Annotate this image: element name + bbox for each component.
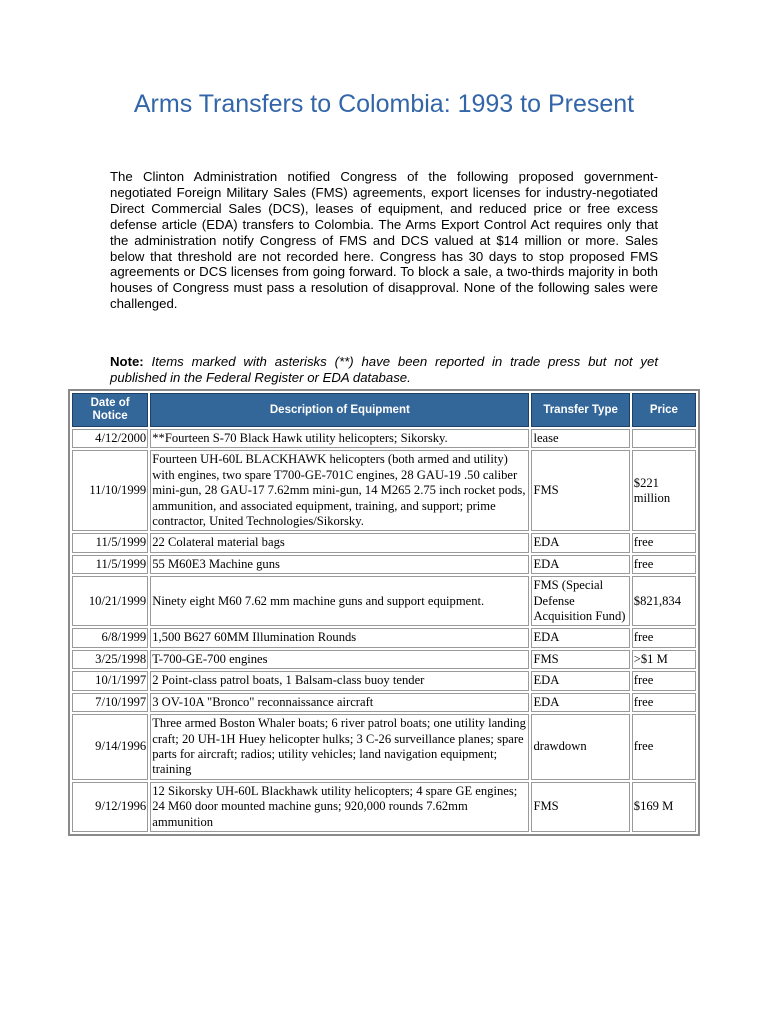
row-price bbox=[632, 429, 696, 448]
table-row bbox=[72, 576, 696, 626]
row-price: $821,834 bbox=[632, 576, 696, 626]
row-transfer-type: FMS (Special Defense Acquisition Fund) bbox=[531, 576, 629, 626]
row-description: 12 Sikorsky UH-60L Blackhawk utility helicopters; 4 spare GE engines; 24 M60 door mounted machine guns; 920,000 rounds 7.62mm ammunition bbox=[150, 782, 529, 832]
note-paragraph bbox=[110, 354, 658, 386]
row-description: Three armed Boston Whaler boats; 6 river patrol boats; one utility landing craft; 20 UH-1H Huey helicopter hulks; 3 C-26 surveillance planes; spare parts for aircraft; radios; utility vehicles; land navigation equipment; training bbox=[150, 714, 529, 780]
table-row bbox=[72, 650, 696, 669]
row-description: Ninety eight M60 7.62 mm machine guns and support equipment. bbox=[150, 576, 529, 626]
row-date: 4/12/2000 bbox=[72, 429, 148, 448]
row-date: 9/12/1996 bbox=[72, 782, 148, 832]
table-row bbox=[72, 533, 696, 552]
note-text: Items marked with asterisks (**) have been reported in trade press but not yet published in the Federal Register or EDA database. bbox=[110, 354, 658, 385]
row-date: 3/25/1998 bbox=[72, 650, 148, 669]
row-description: **Fourteen S-70 Black Hawk utility helicopters; Sikorsky. bbox=[150, 429, 529, 448]
table-row bbox=[72, 714, 696, 780]
row-price: free bbox=[632, 628, 696, 647]
row-transfer-type: drawdown bbox=[531, 714, 629, 780]
row-description: Fourteen UH-60L BLACKHAWK helicopters (both armed and utility) with engines, two spare T700-GE-701C engines, 28 GAU-19 .50 caliber mini-gun, 28 GAU-17 7.62mm mini-gun, 14 M265 2.75 inch rocket pods, ammunition, and associated equipment, training, and support; prime contractor, United Technologies/Sikorsky. bbox=[150, 450, 529, 531]
row-transfer-type: EDA bbox=[531, 693, 629, 712]
table-row bbox=[72, 693, 696, 712]
row-description: 1,500 B627 60MM Illumination Rounds bbox=[150, 628, 529, 647]
row-description: 22 Colateral material bags bbox=[150, 533, 529, 552]
row-transfer-type: FMS bbox=[531, 450, 629, 531]
table-row bbox=[72, 429, 696, 448]
row-date: 10/21/1999 bbox=[72, 576, 148, 626]
row-date: 11/5/1999 bbox=[72, 533, 148, 552]
header-price: Price bbox=[632, 393, 696, 427]
row-description: T-700-GE-700 engines bbox=[150, 650, 529, 669]
row-price: >$1 M bbox=[632, 650, 696, 669]
table-row bbox=[72, 555, 696, 574]
row-price: free bbox=[632, 533, 696, 552]
row-date: 11/5/1999 bbox=[72, 555, 148, 574]
header-description: Description of Equipment bbox=[150, 393, 529, 427]
row-transfer-type: FMS bbox=[531, 650, 629, 669]
row-transfer-type: lease bbox=[531, 429, 629, 448]
row-transfer-type: EDA bbox=[531, 533, 629, 552]
row-price: free bbox=[632, 555, 696, 574]
row-transfer-type: EDA bbox=[531, 555, 629, 574]
row-date: 10/1/1997 bbox=[72, 671, 148, 690]
row-price: free bbox=[632, 693, 696, 712]
row-date: 9/14/1996 bbox=[72, 714, 148, 780]
intro-paragraph: The Clinton Administration notified Congress of the following proposed government-negotiated Foreign Military Sales (FMS) agreements, export licenses for industry-negotiated Direct Commercial Sales (DCS), leases of equipment, and reduced price or free excess defense article (EDA) transfers to Colombia. The Arms Export Control Act requires only that the administration notify Congress of FMS and DCS valued at $14 million or more. Sales below that threshold are not recorded here. Congress has 30 days to stop proposed FMS agreements or DCS licenses from going forward. To block a sale, a two-thirds majority in both houses of Congress must pass a resolution of disapproval. None of the following sales were challenged. bbox=[110, 169, 658, 312]
header-date: Date of Notice bbox=[72, 393, 148, 427]
row-transfer-type: EDA bbox=[531, 628, 629, 647]
row-price: $221 million bbox=[632, 450, 696, 531]
row-description: 3 OV-10A "Bronco" reconnaissance aircraft bbox=[150, 693, 529, 712]
row-date: 11/10/1999 bbox=[72, 450, 148, 531]
table-header-row bbox=[72, 393, 696, 427]
header-transfer-type: Transfer Type bbox=[531, 393, 629, 427]
table-row bbox=[72, 782, 696, 832]
table-row bbox=[72, 450, 696, 531]
row-date: 7/10/1997 bbox=[72, 693, 148, 712]
row-description: 2 Point-class patrol boats, 1 Balsam-class buoy tender bbox=[150, 671, 529, 690]
row-transfer-type: EDA bbox=[531, 671, 629, 690]
note-label: Note: bbox=[110, 354, 144, 369]
row-date: 6/8/1999 bbox=[72, 628, 148, 647]
table-row bbox=[72, 671, 696, 690]
row-transfer-type: FMS bbox=[531, 782, 629, 832]
row-price: free bbox=[632, 671, 696, 690]
row-price: free bbox=[632, 714, 696, 780]
row-description: 55 M60E3 Machine guns bbox=[150, 555, 529, 574]
page-title: Arms Transfers to Colombia: 1993 to Present bbox=[133, 90, 635, 118]
table-row bbox=[72, 628, 696, 647]
row-price: $169 M bbox=[632, 782, 696, 832]
arms-transfers-table bbox=[68, 389, 700, 836]
